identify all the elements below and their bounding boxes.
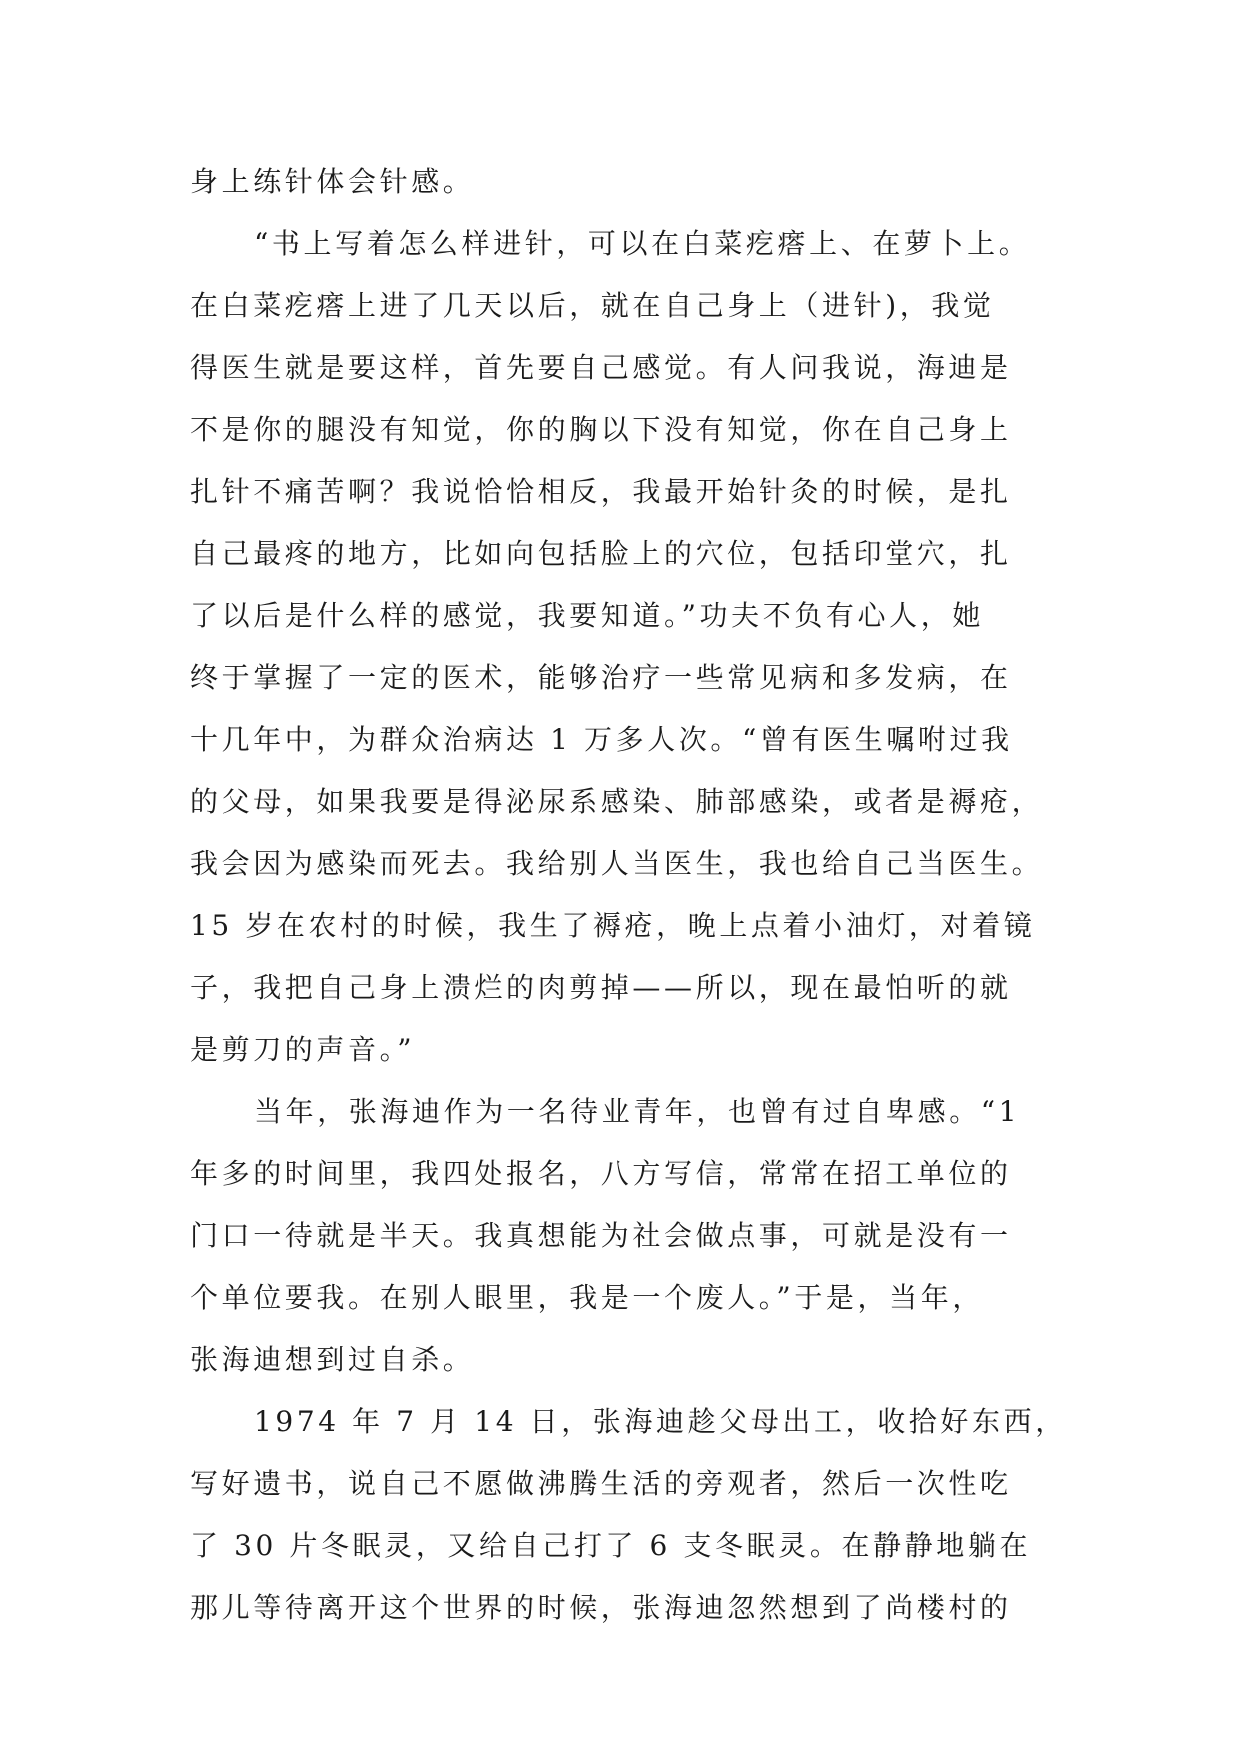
text-line: 当年，张海迪作为一名待业青年，也曾有过自卑感。“1 bbox=[254, 1095, 1021, 1128]
text-line: 了以后是什么样的感觉，我要知道。”功夫不负有心人，她 bbox=[190, 599, 984, 632]
text-line: 得医生就是要这样，首先要自己感觉。有人问我说，海迪是 bbox=[190, 351, 1012, 384]
text-line: “书上写着怎么样进针，可以在白菜疙瘩上、在萝卜上。 bbox=[254, 227, 1031, 260]
text-line: 15 岁在农村的时候，我生了褥疮，晚上点着小油灯，对着镜 bbox=[190, 909, 1036, 942]
text-line: 终于掌握了一定的医术，能够治疗一些常见病和多发病，在 bbox=[190, 661, 1012, 694]
text-line: 不是你的腿没有知觉，你的胸以下没有知觉，你在自己身上 bbox=[190, 413, 1012, 446]
text-line: 那儿等待离开这个世界的时候，张海迪忽然想到了尚楼村的 bbox=[190, 1591, 1012, 1624]
text-line: 是剪刀的声音。” bbox=[190, 1033, 416, 1066]
text-line: 写好遗书，说自己不愿做沸腾生活的旁观者，然后一次性吃 bbox=[190, 1467, 1012, 1500]
text-line: 的父母，如果我要是得泌尿系感染、肺部感染，或者是褥疮， bbox=[190, 785, 1044, 818]
text-line: 个单位要我。在别人眼里，我是一个废人。”于是，当年， bbox=[190, 1281, 984, 1314]
body-text bbox=[190, 151, 1067, 1639]
text-line: 1974 年 7 月 14 日，张海迪趁父母出工，收拾好东西， bbox=[254, 1405, 1067, 1438]
text-line: 自己最疼的地方，比如向包括脸上的穴位，包括印堂穴，扎 bbox=[190, 537, 1012, 570]
text-line: 身上练针体会针感。 bbox=[190, 165, 475, 198]
text-line: 了 30 片冬眠灵，又给自己打了 6 支冬眠灵。在静静地躺在 bbox=[190, 1529, 1032, 1562]
text-line: 扎针不痛苦啊？我说恰恰相反，我最开始针灸的时候，是扎 bbox=[190, 475, 1012, 508]
text-line: 门口一待就是半天。我真想能为社会做点事，可就是没有一 bbox=[190, 1219, 1012, 1252]
text-line: 在白菜疙瘩上进了几天以后，就在自己身上（进针)，我觉 bbox=[190, 289, 995, 322]
text-line: 我会因为感染而死去。我给别人当医生，我也给自己当医生。 bbox=[190, 847, 1044, 880]
text-line: 张海迪想到过自杀。 bbox=[190, 1343, 475, 1376]
text-line: 年多的时间里，我四处报名，八方写信，常常在招工单位的 bbox=[190, 1157, 1012, 1190]
text-line: 十几年中，为群众治病达 1 万多人次。“曾有医生嘱咐过我 bbox=[190, 723, 1013, 756]
text-line: 子，我把自己身上溃烂的肉剪掉——所以，现在最怕听的就 bbox=[190, 971, 1012, 1004]
